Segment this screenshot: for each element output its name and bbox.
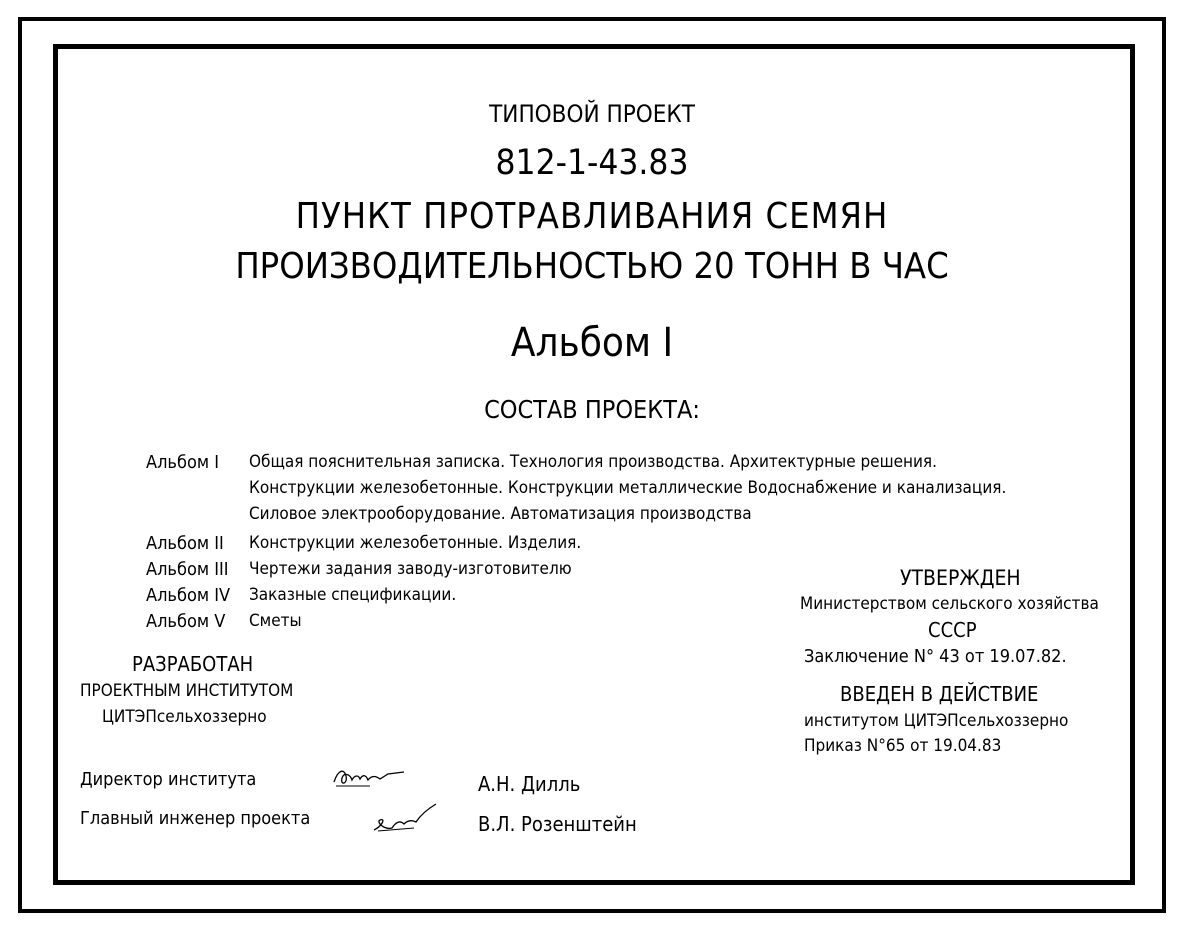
enacted-title: ВВЕДЕН В ДЕЙСТВИЕ bbox=[840, 682, 1039, 706]
chief-engineer-signature bbox=[370, 800, 440, 836]
signature-role: Главный инженер проекта bbox=[80, 808, 311, 829]
approved-ministry: Министерством сельского хозяйства bbox=[800, 594, 1099, 614]
album-label: Альбом III bbox=[146, 559, 229, 580]
composition-heading: СОСТАВ ПРОЕКТА: bbox=[484, 395, 700, 424]
director-signature bbox=[330, 762, 406, 792]
developed-line-1: ПРОЕКТНЫМ ИНСТИТУТОМ bbox=[80, 681, 294, 701]
album-description: Конструкции железобетонные. Конструкции металлические Водоснабжение и канализация. bbox=[249, 478, 1007, 498]
developed-line-2: ЦИТЭПсельхоззерно bbox=[102, 707, 267, 727]
signature-role: Директор института bbox=[80, 769, 257, 790]
developed-title: РАЗРАБОТАН bbox=[132, 652, 254, 676]
signature-name: А.Н. Дилль bbox=[478, 772, 581, 796]
order-line: Приказ N°65 от 19.04.83 bbox=[804, 736, 1002, 756]
project-number: 812-1-43.83 bbox=[495, 143, 689, 183]
album-label: Альбом V bbox=[146, 611, 226, 632]
title-line-2: ПРОИЗВОДИТЕЛЬНОСТЬЮ 20 ТОНН В ЧАС bbox=[235, 246, 949, 287]
album-description: Силовое электрооборудование. Автоматизация производства bbox=[249, 504, 752, 524]
type-line: ТИПОВОЙ ПРОЕКТ bbox=[489, 100, 695, 128]
album-description: Сметы bbox=[249, 611, 302, 631]
album-title: Альбом I bbox=[510, 320, 674, 366]
signature-name: В.Л. Розенштейн bbox=[478, 812, 637, 836]
album-description: Чертежи задания заводу-изготовителю bbox=[249, 559, 572, 579]
approved-title: УТВЕРЖДЕН bbox=[900, 566, 1021, 590]
title-line-1: ПУНКТ ПРОТРАВЛИВАНИЯ СЕМЯН bbox=[295, 196, 889, 237]
album-label: Альбом I bbox=[146, 452, 219, 473]
album-description: Общая пояснительная записка. Технология производства. Архитектурные решения. bbox=[249, 452, 937, 472]
album-description: Заказные спецификации. bbox=[249, 585, 457, 605]
album-description: Конструкции железобетонные. Изделия. bbox=[249, 533, 582, 553]
approved-conclusion: Заключение N° 43 от 19.07.82. bbox=[804, 646, 1067, 667]
album-label: Альбом IV bbox=[146, 585, 231, 606]
enacted-by: институтом ЦИТЭПсельхоззерно bbox=[804, 711, 1069, 731]
approved-country: СССР bbox=[928, 618, 977, 642]
album-label: Альбом II bbox=[146, 533, 224, 554]
